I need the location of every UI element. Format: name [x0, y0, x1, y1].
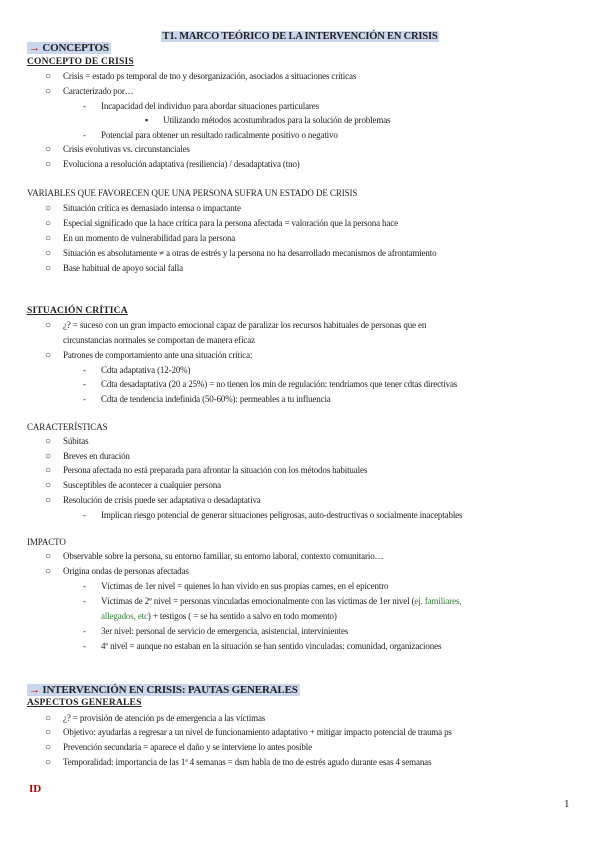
- subheading-caracteristicas: CARACTERÍSTICAS: [27, 422, 108, 432]
- list-item: - Víctimas de 1er nivel = quienes lo han vivido en sus propias carnes, en el epicentro: [83, 581, 389, 591]
- subheading-variables: VARIABLES QUE FAVORECEN QUE UNA PERSONA SUFRA UN ESTADO DE CRISIS: [27, 188, 358, 198]
- subheading-situacion-critica: SITUACIÓN CRÍTICA: [27, 306, 128, 316]
- list-item: ○ En un momento de vulnerabilidad para la persona: [45, 233, 236, 244]
- list-item-continuation: allegados, etc) + testigos ( = se ha sentido a salvo en todo momento): [101, 611, 337, 621]
- page-title: T1. MARCO TEÓRICO DE LA INTERVENCIÓN EN CRISIS: [162, 31, 438, 42]
- list-item: - Cdta adaptativa (12-20%): [83, 365, 191, 375]
- page-number: 1: [564, 798, 570, 810]
- id-label: ID: [29, 783, 42, 795]
- list-item: - Cdta de tendencia indefinida (50-60%): permeables a tu influencia: [83, 394, 331, 404]
- list-item: ○ Origina ondas de personas afectadas: [45, 566, 189, 577]
- list-item: ○ Base habitual de apoyo social falla: [45, 263, 183, 274]
- list-item: - Implican riesgo potencial de generar situaciones peligrosas, auto-destructivas o socialmente inaceptables: [83, 510, 463, 520]
- list-item: ○ Observable sobre la persona, su entorno familiar, su entorno laboral, contexto comunitario…: [45, 551, 384, 562]
- list-item: ○ Caracterizado por…: [45, 86, 134, 97]
- list-item: ○ Situación crítica es demasiado intensa o impactante: [45, 203, 241, 214]
- list-item: ○ Evoluciona a resolución adaptativa (resiliencia) / desadaptativa (tno): [45, 159, 300, 170]
- list-item: - Incapacidad del individuo para abordar situaciones particulares: [83, 101, 319, 111]
- section-heading-conceptos: → CONCEPTOS: [29, 42, 109, 54]
- subheading-concepto-crisis: CONCEPTO DE CRISIS: [27, 57, 134, 67]
- subheading-impacto: IMPACTO: [27, 537, 66, 547]
- list-item: ○ Susceptibles de acontecer a cualquier persona: [45, 480, 221, 491]
- list-item: ○ Situación es absolutamente ≠ a otras de estrés y la persona no ha desarrollado mecanismos de afrontamiento: [45, 248, 437, 259]
- list-item: ○ Persona afectada no está preparada para afrontar la situación con los métodos habituales: [45, 465, 368, 476]
- list-item: ○ Objetivo: ayudarlas a regresar a un nivel de funcionamiento adaptativo + mitigar impacto potencial de trauma ps: [45, 727, 452, 738]
- list-item: ○ ¿? = suceso con un gran impacto emocional capaz de paralizar los recursos habituales de personas que en: [45, 320, 427, 331]
- subheading-aspectos-generales: ASPECTOS GENERALES: [27, 698, 142, 708]
- list-item: - Víctimas de 2º nivel = personas vinculadas emocionalmente con las víctimas de 1er nivel (ej. familiares,: [83, 596, 462, 606]
- list-item: - 4º nivel = aunque no estaban en la situación se han sentido vinculadas: comunidad, organizaciones: [83, 641, 442, 651]
- list-item: ○ Crisis evolutivas vs. circunstanciales: [45, 144, 190, 155]
- list-item: ▪ Utilizando métodos acostumbrados para la solución de problemas: [145, 115, 391, 125]
- list-item: ○ Temporalidad: importancia de las 1ª 4 semanas = dsm habla de tno de estrés agudo durante esas 4 semanas: [45, 757, 432, 768]
- list-item: ○ Crisis = estado ps temporal de tno y desorganización, asociados a situaciones críticas: [45, 71, 357, 82]
- list-item: ○ Patrones de comportamiento ante una situación crítica:: [45, 350, 253, 361]
- list-item: - Potencial para obtener un resultado radicalmente positivo o negativo: [83, 130, 338, 140]
- list-item: ○ Resolución de crisis puede ser adaptativa o desadaptativa: [45, 495, 261, 506]
- list-item: ○ Prevención secundaria = aparece el daño y se interviene lo antes posible: [45, 742, 312, 753]
- list-item: ○ Especial significado que la hace crítica para la persona afectada = valoración que la persona hace: [45, 218, 398, 229]
- list-item: ○ Breves en duración: [45, 451, 130, 462]
- list-item: ○ Súbitas: [45, 436, 89, 447]
- section-heading-intervencion: → INTERVENCIÓN EN CRISIS: PAUTAS GENERALES: [29, 684, 298, 696]
- list-item: - Cdta desadaptativa (20 a 25%) = no tienen los mín de regulación: tendríamos que tener cdtas directivas: [83, 379, 458, 389]
- list-item: ○ ¿? = provisión de atención ps de emergencia a las víctimas: [45, 713, 266, 724]
- list-item-continuation: circunstancias normales se comportan de manera eficaz: [63, 335, 255, 345]
- list-item: - 3er nivel: personal de servicio de emergencia, asistencial, intervinientes: [83, 626, 349, 636]
